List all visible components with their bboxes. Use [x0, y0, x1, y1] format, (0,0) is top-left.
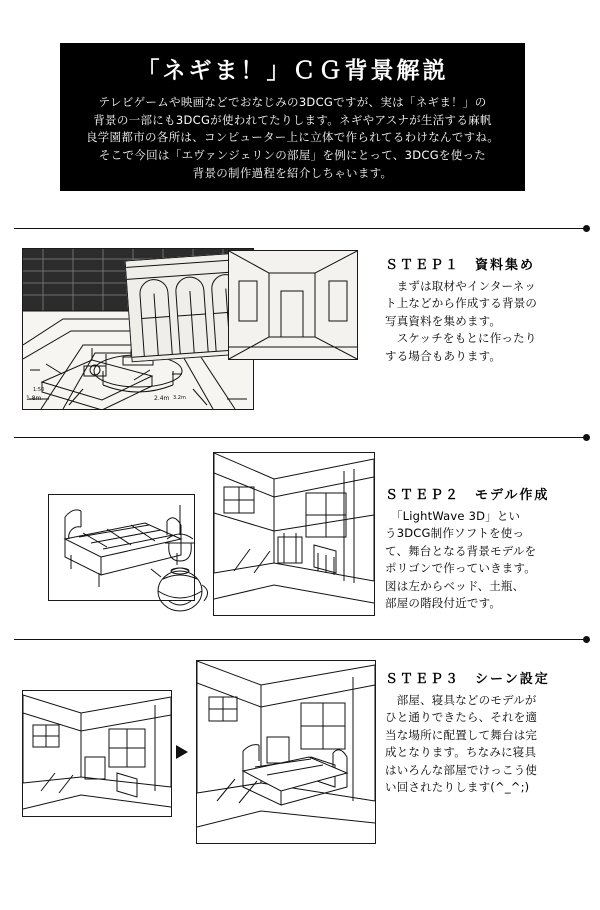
step2-line: ポリゴンで作っていきます。	[385, 561, 536, 576]
step3-line: ひと通りできたら、それを適	[385, 710, 538, 725]
section-divider	[14, 437, 586, 438]
step1-line: まずは取材やインターネッ	[385, 279, 537, 293]
step2-line: て、舞台となる背景モデルを	[385, 543, 537, 558]
svg-text:3.2m: 3.2m	[173, 395, 186, 401]
banner-line: そこで今回は「エヴァンジェリンの部屋」を例にとって、3DCGを使った	[98, 148, 487, 163]
render-empty-room	[22, 690, 172, 817]
step3-line: 当な場所に配置して舞台は完	[385, 727, 538, 742]
step1-body	[385, 278, 585, 365]
section-divider	[14, 228, 586, 229]
wireframe-teapot	[145, 505, 215, 635]
svg-text:1:50: 1:50	[33, 387, 45, 393]
banner-line: テレビゲームや映画などでおなじみの3DCGですが、実は「ネギま！」の	[98, 94, 487, 109]
step2-line: 図は左からベッド、土瓶、	[385, 578, 525, 593]
render-room-with-bed	[196, 660, 376, 844]
step2-text-block	[385, 484, 585, 613]
step1-line: スケッチをもとに作ったり	[385, 331, 537, 346]
step3-body	[385, 692, 585, 797]
step3-text-block	[385, 668, 585, 797]
svg-text:1.8m: 1.8m	[26, 395, 42, 402]
wireframe-room-stairs	[213, 452, 375, 616]
section-divider	[14, 639, 586, 640]
step1-text-block	[385, 254, 585, 365]
step2-body	[385, 508, 585, 613]
step3-line: 成となります。ちなみに寝具	[385, 745, 537, 760]
step1-line: 写真資料を集めます。	[385, 313, 502, 328]
step2-line: 「LightWave 3D」とい	[385, 509, 521, 523]
step2-heading: ＳＴＥＰ２ モデル作成	[385, 488, 550, 503]
step3-line: 部屋、寝具などのモデルが	[385, 693, 537, 707]
step2-line: う3DCG制作ソフトを使っ	[385, 526, 525, 541]
step2-line: 部屋の階段付近です。	[385, 596, 502, 611]
banner-line: 良学園都市の各所は、コンピューター上に立体で作られてるわけなんですね。	[86, 130, 499, 145]
step1-line: ト上などから作成する背景の	[385, 296, 538, 311]
banner-description	[74, 94, 511, 183]
sketch-platform-plan	[22, 330, 202, 410]
step1-line: する場合もあります。	[385, 348, 502, 363]
step3-heading: ＳＴＥＰ３ シーン設定	[385, 672, 550, 687]
step3-line: はいろんな部屋でけっこう使	[385, 762, 538, 777]
title-banner	[60, 43, 525, 191]
banner-line: 背景の制作過程を紹介しちゃいます。	[192, 166, 393, 180]
flow-arrow-icon	[176, 745, 188, 759]
page-title: 「ネギま！」ＣＧ背景解説	[136, 58, 449, 84]
step1-heading: ＳＴＥＰ１ 資料集め	[385, 258, 536, 273]
step3-line: い回されたりします(^_^;)	[385, 780, 530, 795]
svg-text:2.4m: 2.4m	[154, 395, 170, 402]
photo-corridor-stairs	[228, 250, 358, 360]
banner-line: 背景の一部にも3DCGが使われてたりします。ネギやアスナが生活する麻帆	[93, 112, 492, 127]
